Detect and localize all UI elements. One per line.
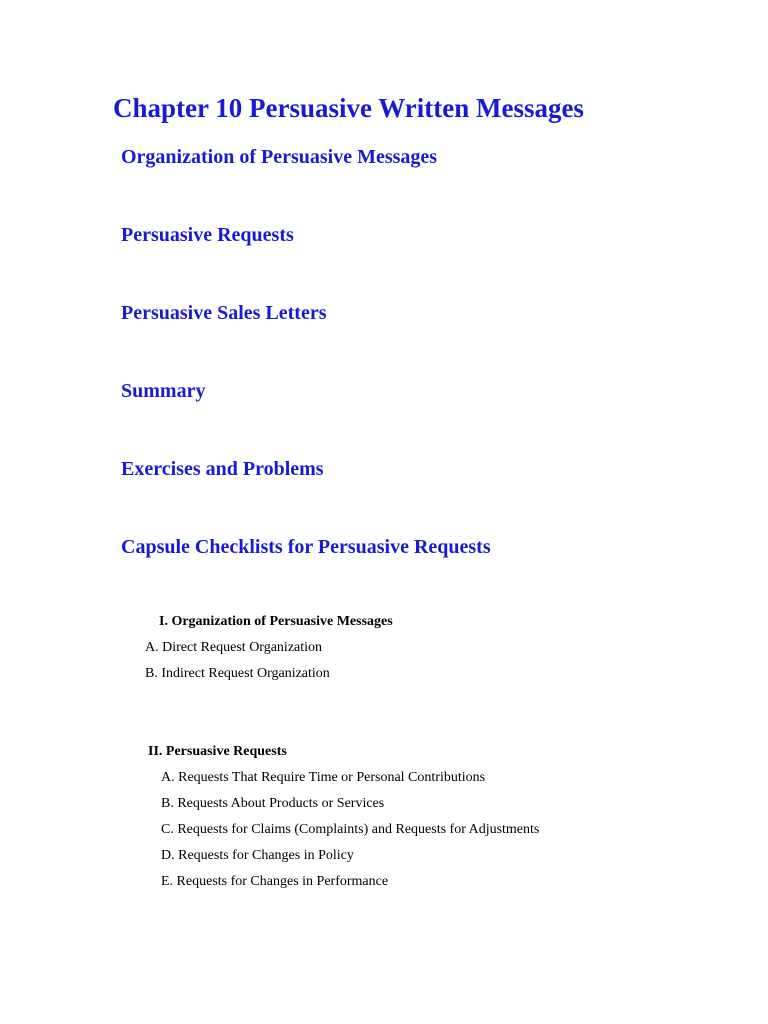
toc-link-capsule-checklists[interactable]: Capsule Checklists for Persuasive Requests [121, 536, 491, 558]
toc-link-summary[interactable]: Summary [121, 380, 206, 402]
outline-list [148, 765, 539, 895]
list-item: A. Requests That Require Time or Personal Contributions [161, 770, 486, 785]
list-item: B. Indirect Request Organization [145, 666, 330, 681]
outline-section-organization [145, 609, 393, 687]
section-heading: II. Persuasive Requests [148, 744, 287, 759]
toc-item [121, 454, 491, 532]
toc-item [121, 142, 491, 220]
toc-link-persuasive-requests[interactable]: Persuasive Requests [121, 224, 294, 246]
section-heading: I. Organization of Persuasive Messages [159, 614, 393, 629]
list-item: D. Requests for Changes in Policy [161, 848, 354, 863]
toc-item [121, 376, 491, 454]
list-item: C. Requests for Claims (Complaints) and Requests for Adjustments [161, 822, 540, 837]
toc-item [121, 532, 491, 610]
list-item: B. Requests About Products or Services [161, 796, 385, 811]
table-of-contents [121, 142, 491, 610]
list-item: E. Requests for Changes in Performance [161, 874, 389, 889]
toc-item [121, 220, 491, 298]
toc-link-sales-letters[interactable]: Persuasive Sales Letters [121, 302, 327, 324]
outline-list [145, 635, 393, 687]
outline-section-persuasive-requests [148, 739, 539, 895]
toc-link-exercises[interactable]: Exercises and Problems [121, 458, 324, 480]
toc-link-organization[interactable]: Organization of Persuasive Messages [121, 146, 438, 168]
toc-item [121, 298, 491, 376]
page-title: Chapter 10 Persuasive Written Messages [113, 93, 584, 123]
list-item: A. Direct Request Organization [145, 640, 323, 655]
